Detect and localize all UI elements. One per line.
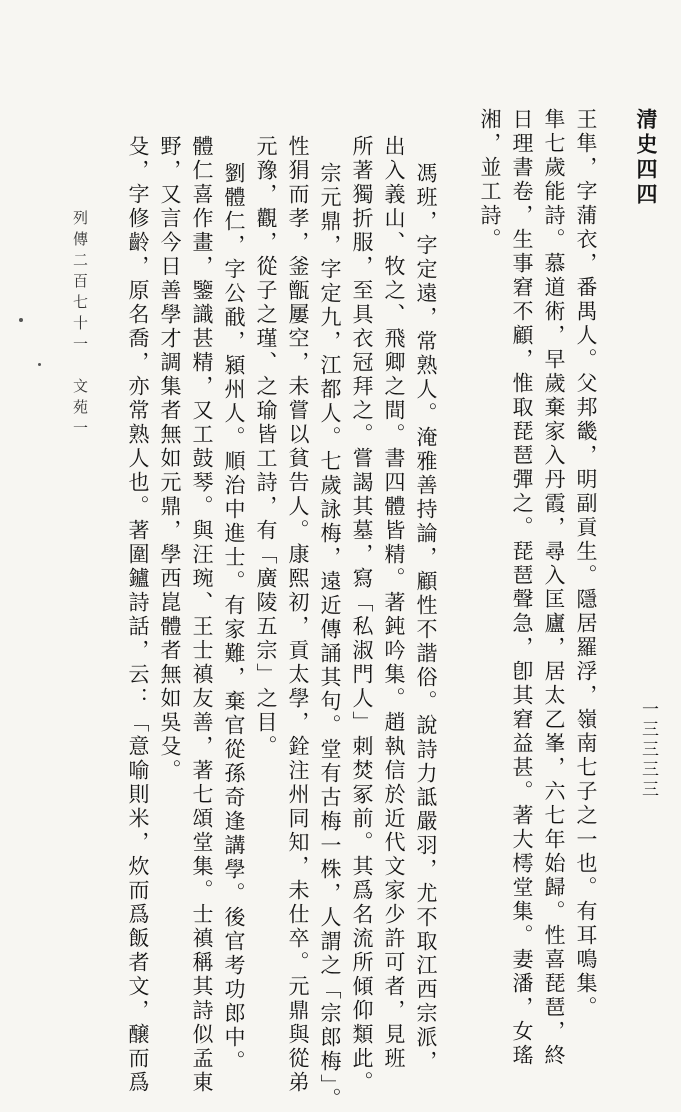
- ink-speck: [38, 363, 41, 366]
- chapter-footer: 列傳二百七十一 文苑一: [71, 210, 89, 441]
- text-column: 劉體仁，字公㦷，潁州人。順治中進士。有家難，棄官從孫奇逢講學。後官考功郎中。: [222, 162, 246, 1074]
- text-column: 野，又言今日善學才調集者無如元鼎，學西崑體者無如吳殳。: [158, 135, 182, 783]
- text-column: 馮班，字定遠，常熟人。淹雅善持論，顧性不諧俗。說詩力詆嚴羽，尤不取江西宗派，: [414, 162, 438, 1074]
- text-column: 日理書卷，生事窘不顧，惟取琵琶彈之。琵琶聲急，卽其窘益甚。著大樗堂集。妻潘，女瑤: [510, 108, 534, 1068]
- text-column: 出入義山、牧之、飛卿之間。書四體皆精。著鈍吟集。趙執信於近代文家少許可者，見班: [382, 135, 406, 1071]
- book-title: 清史四四: [634, 108, 659, 208]
- text-column: 殳，字修齡，原名喬，亦常熟人也。著圍鑪詩話，云：「意喻則米，炊而爲飯者文，醸而爲: [126, 135, 150, 1095]
- text-column: 所著獨折服，至具衣冠拜之。嘗謁其墓，寫「私淑門人」刺焚冢前。其爲名流所傾仰類此。: [350, 135, 374, 1095]
- ink-speck: [19, 318, 23, 322]
- text-column: 湘，並工詩。: [478, 108, 502, 252]
- text-column: 王隼，字蒲衣，番禺人。父邦畿，明副貢生。隱居羅浮，嶺南七子之一也。有耳鳴集。: [574, 108, 598, 1020]
- text-column: 體仁喜作畫，鑒識甚精，又工鼓琴。與汪琬、王士禛友善，著七頌堂集。士禛稱其詩似孟東: [190, 135, 214, 1095]
- text-column: 隼七歲能詩。慕道術，早歲棄家入丹霞，尋入匡廬，居太乙峯，六七年始歸。性喜琵琶，終: [542, 108, 566, 1068]
- text-column: 宗元鼎，字定九，江都人。七歲詠梅，遠近傳誦其句。堂有古梅一株，人謂之「宗郎梅」。: [318, 162, 342, 1112]
- page-number: 一三三三三: [638, 700, 658, 800]
- text-column: 元豫，觀，從子之瑾、之瑜皆工詩，有「廣陵五宗」之目。: [254, 135, 278, 759]
- text-column: 性狷而孝，釜甑屢空，未嘗以貧告人。康熙初，貢太學，銓注州同知，未仕卒。元鼎與從弟: [286, 135, 310, 1095]
